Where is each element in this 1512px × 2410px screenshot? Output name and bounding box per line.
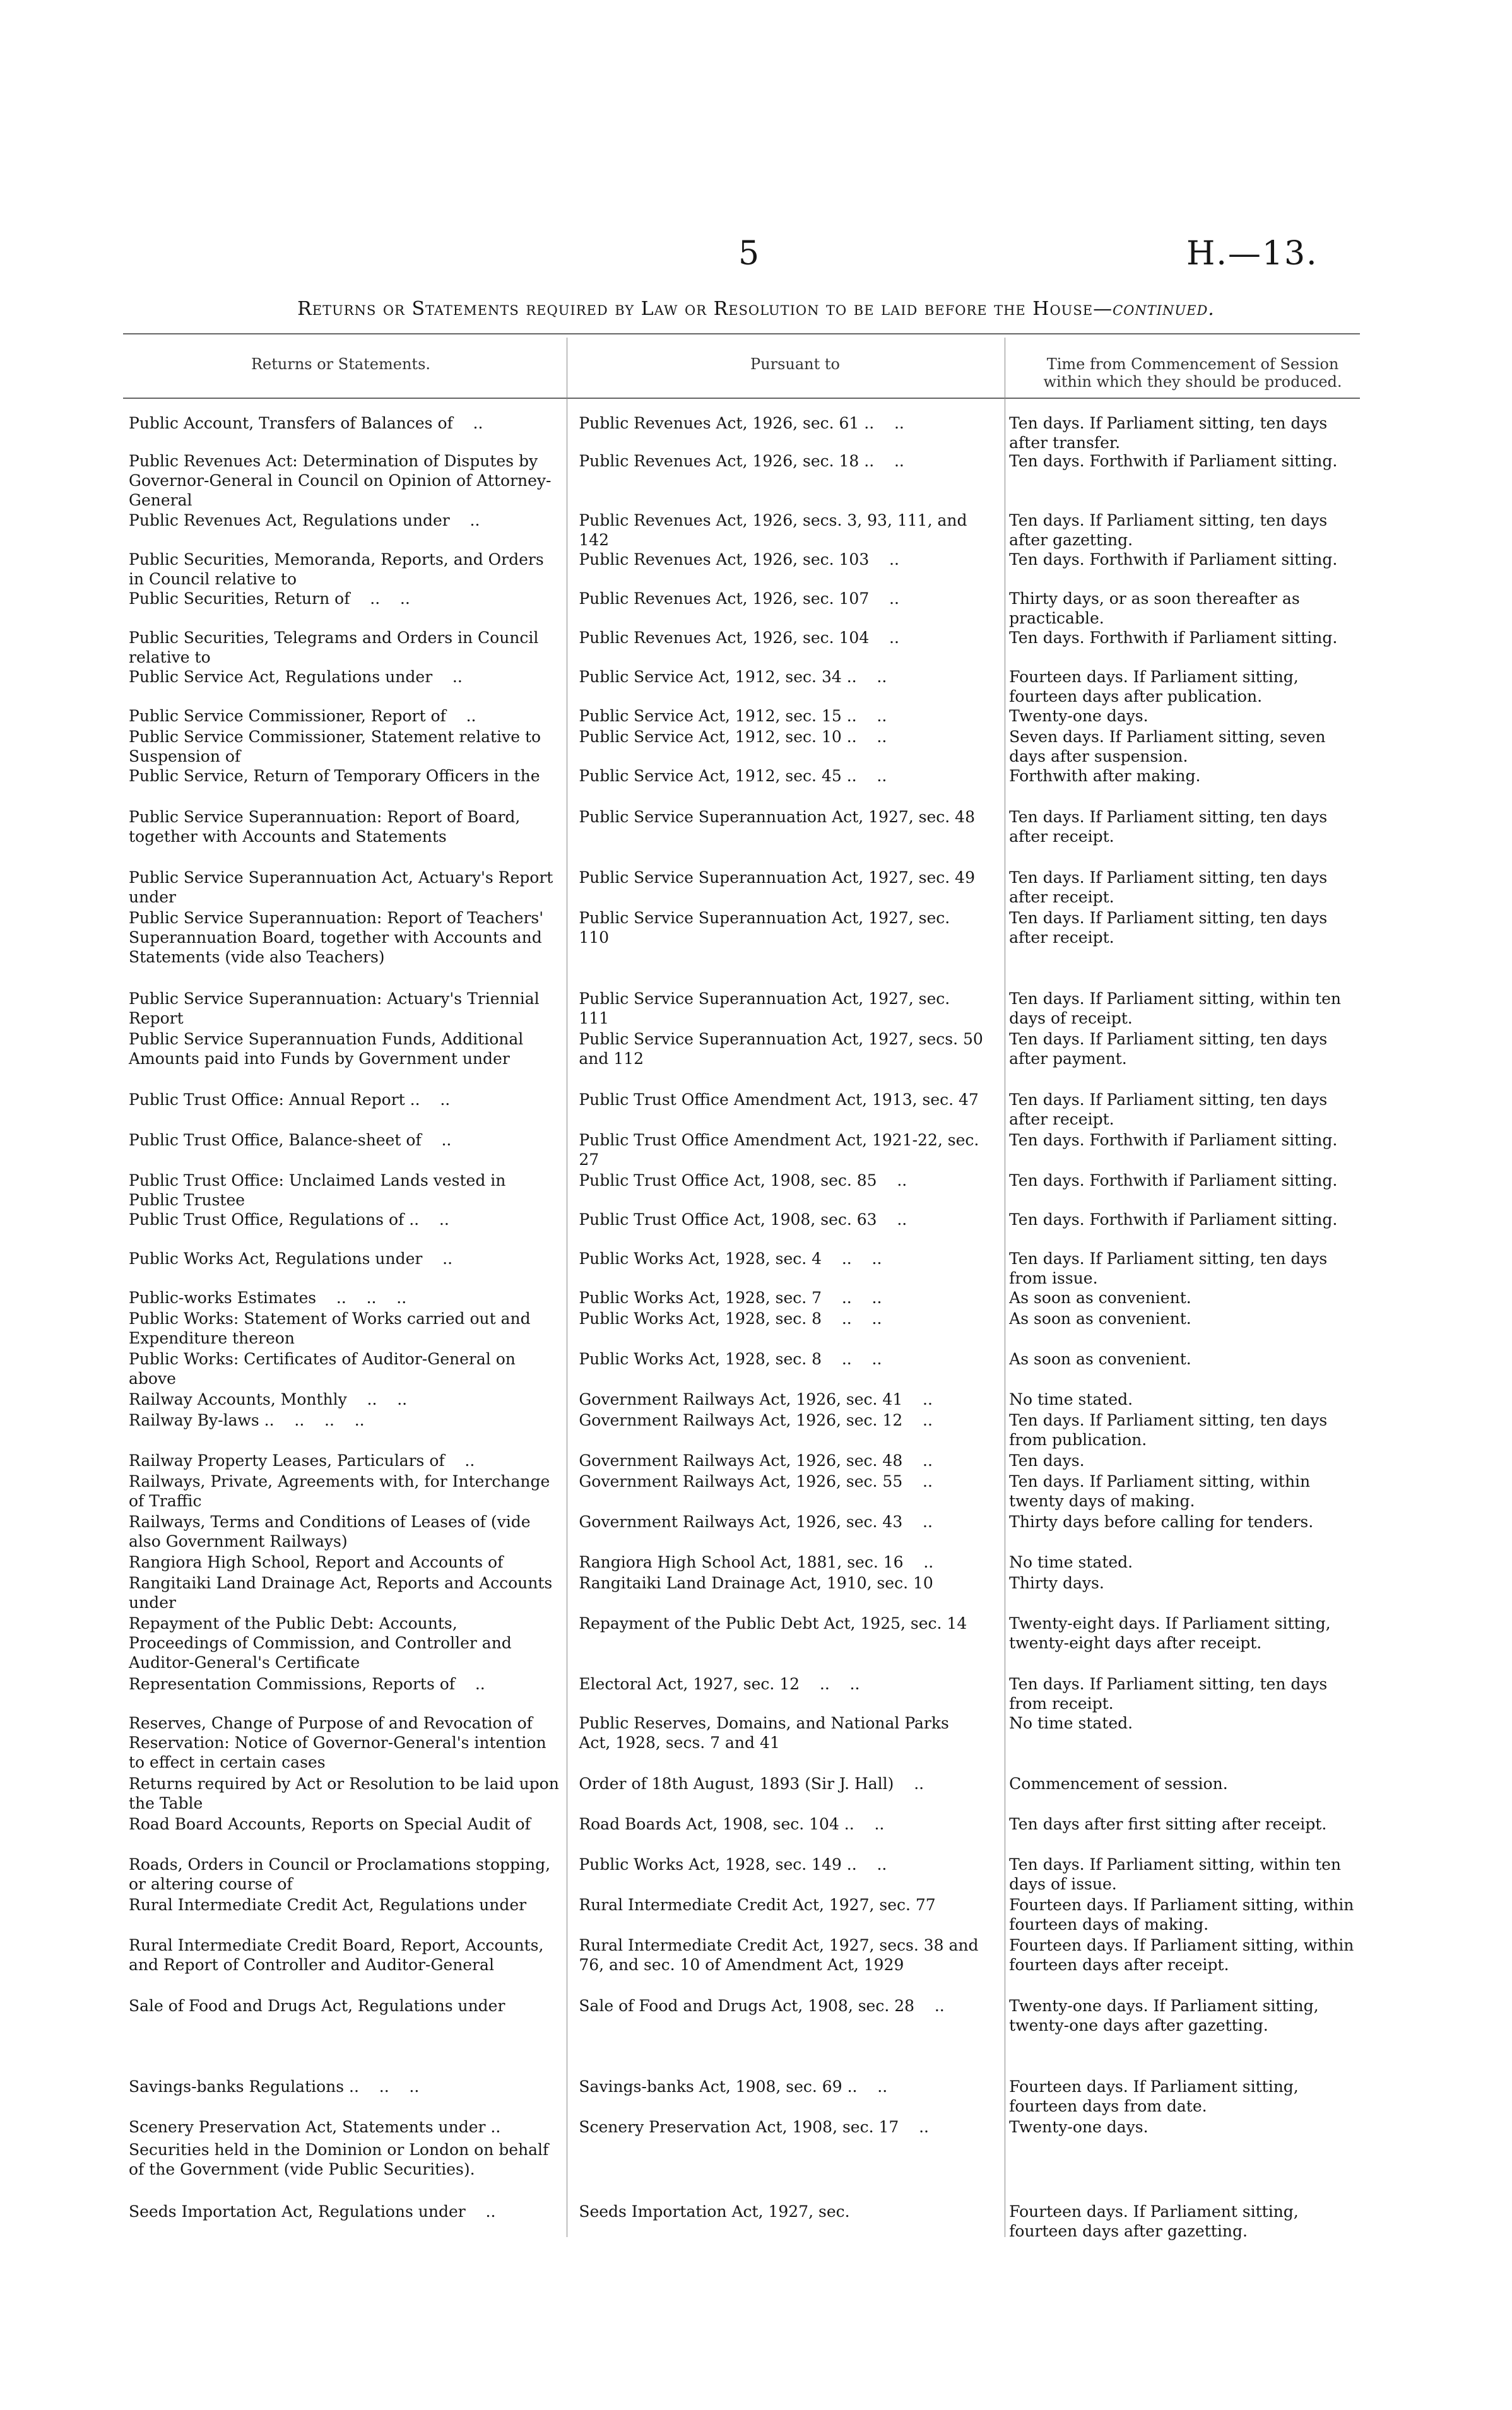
time-cell: Ten days. <box>1009 1451 1085 1470</box>
table-row <box>120 511 1363 550</box>
returns-cell: Reserves, Change of Purpose of and Revocation of Reservation: Notice of Governor-General's intention to effect in certain cases <box>129 1714 552 1771</box>
pursuant-cell: Public Service Superannuation Act, 1927, sec. 110 <box>579 909 955 947</box>
time-cell: As soon as convenient. <box>1009 1350 1191 1368</box>
table-row <box>120 1090 1363 1130</box>
returns-cell: Scenery Preservation Act, Statements under .. <box>129 2118 501 2136</box>
table-row <box>120 667 1363 706</box>
pursuant-cell: Public Works Act, 1928, sec. 8 .. .. <box>579 1309 882 1328</box>
pursuant-cell: Government Railways Act, 1926, sec. 43 .. <box>579 1513 933 1531</box>
pursuant-cell: Public Trust Office Amendment Act, 1921-22, sec. 27 <box>579 1131 984 1169</box>
table-row <box>120 2117 1363 2140</box>
returns-cell: Public Service, Return of Temporary Officers in the <box>129 767 540 785</box>
table-row <box>120 1309 1363 1349</box>
table-row <box>120 1130 1363 1171</box>
returns-cell: Public Trust Office: Unclaimed Lands vested in Public Trustee <box>129 1171 511 1209</box>
time-cell: Ten days. If Parliament sitting, ten days after receipt. <box>1009 868 1333 906</box>
time-cell: Twenty-eight days. If Parliament sitting, twenty-eight days after receipt. <box>1009 1614 1336 1652</box>
pursuant-cell: Public Service Act, 1912, sec. 15 .. .. <box>579 707 887 725</box>
returns-cell: Public Revenues Act, Regulations under .. <box>129 511 480 529</box>
pursuant-cell: Public Works Act, 1928, sec. 8 .. .. <box>579 1350 882 1368</box>
table-row <box>120 989 1363 1029</box>
time-cell: Ten days. Forthwith if Parliament sitting. <box>1009 1210 1338 1229</box>
returns-cell: Public Works: Statement of Works carried out and Expenditure thereon <box>129 1309 536 1347</box>
time-cell: No time stated. <box>1009 1553 1133 1571</box>
pursuant-cell: Sale of Food and Drugs Act, 1908, sec. 28 .. <box>579 1997 945 2015</box>
table-row <box>120 727 1363 766</box>
table-row <box>120 2202 1363 2242</box>
pursuant-cell: Electoral Act, 1927, sec. 12 .. .. <box>579 1675 860 1693</box>
returns-table <box>120 413 1363 2242</box>
time-cell: Ten days. If Parliament sitting, ten days from publication. <box>1009 1411 1333 1449</box>
column-header-returns: Returns or Statements. <box>251 355 431 373</box>
returns-cell: Public Trust Office, Regulations of .. .. <box>129 1210 449 1229</box>
time-cell: Fourteen days. If Parliament sitting, fourteen days from date. <box>1009 2077 1304 2115</box>
pursuant-cell: Public Works Act, 1928, sec. 4 .. .. <box>579 1249 882 1268</box>
returns-cell: Roads, Orders in Council or Proclamations stopping, or altering course of <box>129 1855 556 1893</box>
returns-cell: Public Service Act, Regulations under .. <box>129 668 463 686</box>
returns-cell: Representation Commissions, Reports of .. <box>129 1675 485 1693</box>
pursuant-cell: Public Service Superannuation Act, 1927, sec. 49 <box>579 868 975 887</box>
table-row <box>120 908 1363 989</box>
time-cell: As soon as convenient. <box>1009 1309 1191 1328</box>
column-header-time: Time from Commencement of Session within which they should be produced. <box>1043 355 1342 391</box>
pursuant-cell: Rural Intermediate Credit Act, 1927, sec. 77 <box>579 1896 936 1914</box>
returns-cell: Public Account, Transfers of Balances of .. <box>129 414 483 432</box>
header-rule <box>123 398 1360 399</box>
returns-cell: Public Securities, Telegrams and Orders in Council relative to <box>129 629 544 666</box>
returns-cell: Seeds Importation Act, Regulations under .. <box>129 2202 496 2221</box>
returns-cell: Railway Accounts, Monthly .. .. <box>129 1390 408 1409</box>
returns-cell: Public Revenues Act: Determination of Disputes by Governor-General in Council on Opinion of Attorney-General <box>129 452 552 509</box>
top-rule <box>123 333 1360 334</box>
returns-cell: Rangiora High School, Report and Accounts of <box>129 1553 504 1571</box>
pursuant-cell: Seeds Importation Act, 1927, sec. <box>579 2202 850 2221</box>
time-cell: As soon as convenient. <box>1009 1289 1191 1307</box>
returns-cell: Public Works: Certificates of Auditor-General on above <box>129 1350 521 1388</box>
returns-cell: Public Service Superannuation Act, Actuary's Report under <box>129 868 558 906</box>
table-row <box>120 807 1363 868</box>
returns-cell: Railways, Private, Agreements with, for Interchange of Traffic <box>129 1472 555 1510</box>
returns-cell: Railways, Terms and Conditions of Leases of (vide also Government Railways) <box>129 1513 536 1551</box>
pursuant-cell: Public Trust Office Amendment Act, 1913, sec. 47 <box>579 1090 979 1109</box>
time-cell: No time stated. <box>1009 1390 1133 1409</box>
pursuant-cell: Public Service Superannuation Act, 1927, sec. 48 <box>579 808 975 826</box>
pursuant-cell: Rangitaiki Land Drainage Act, 1910, sec. 10 <box>579 1574 933 1592</box>
time-cell: Ten days. If Parliament sitting, within twenty days of making. <box>1009 1472 1316 1510</box>
caption-main: Returns or Statements required by Law or Resolution to be laid before the House— <box>297 298 1113 320</box>
pursuant-cell: Public Service Superannuation Act, 1927, secs. 50 and 112 <box>579 1030 988 1068</box>
returns-cell: Public Works Act, Regulations under .. <box>129 1249 453 1268</box>
table-row <box>120 1288 1363 1309</box>
returns-cell: Public Securities, Return of .. .. <box>129 589 410 608</box>
returns-cell: Public Service Superannuation: Actuary's Triennial Report <box>129 989 545 1027</box>
returns-cell: Public Service Superannuation: Report of Teachers' Superannuation Board, together with Accounts and Statements (vide also Teachers) <box>129 909 549 966</box>
time-cell: Ten days after first sitting after receipt. <box>1009 1815 1327 1833</box>
returns-cell: Public Securities, Memoranda, Reports, and Orders in Council relative to <box>129 550 549 588</box>
returns-cell: Securities held in the Dominion or London on behalf of the Government (vide Public Securities). <box>129 2141 554 2178</box>
pursuant-cell: Scenery Preservation Act, 1908, sec. 17 .. <box>579 2118 929 2136</box>
time-cell: Ten days. Forthwith if Parliament sitting. <box>1009 629 1338 647</box>
table-row <box>120 2077 1363 2117</box>
time-cell: Fourteen days. If Parliament sitting, within fourteen days after receipt. <box>1009 1936 1359 1974</box>
returns-cell: Rangitaiki Land Drainage Act, Reports and Accounts under <box>129 1574 558 1612</box>
pursuant-cell: Public Revenues Act, 1926, sec. 107 .. <box>579 589 899 608</box>
time-cell: Ten days. If Parliament sitting, ten days from receipt. <box>1009 1675 1333 1713</box>
table-row <box>120 1472 1363 1512</box>
document-code: H.—13. <box>1186 235 1318 273</box>
pursuant-cell: Savings-banks Act, 1908, sec. 69 .. .. <box>579 2077 888 2096</box>
time-cell: Commencement of session. <box>1009 1775 1228 1793</box>
pursuant-cell: Government Railways Act, 1926, sec. 48 .. <box>579 1451 933 1470</box>
table-row <box>120 1855 1363 1895</box>
caption-suffix: continued. <box>1113 298 1215 320</box>
pursuant-cell: Rural Intermediate Credit Act, 1927, secs. 38 and 76, and sec. 10 of Amendment Act, 1929 <box>579 1936 984 1974</box>
column-header-pursuant: Pursuant to <box>750 355 840 373</box>
time-cell: No time stated. <box>1009 1714 1133 1732</box>
time-cell: Ten days. If Parliament sitting, ten days after receipt. <box>1009 1090 1333 1128</box>
table-row <box>120 1451 1363 1472</box>
table-row <box>120 1171 1363 1210</box>
table-row <box>120 1895 1363 1935</box>
table-row <box>120 868 1363 908</box>
returns-cell: Returns required by Act or Resolution to be laid upon the Table <box>129 1775 564 1812</box>
time-cell: Ten days. If Parliament sitting, ten days after gazetting. <box>1009 511 1333 549</box>
returns-cell: Public Trust Office, Balance-sheet of .. <box>129 1131 452 1149</box>
time-cell: Ten days. If Parliament sitting, within ten days of receipt. <box>1009 989 1346 1027</box>
returns-cell: Public-works Estimates .. .. .. <box>129 1289 407 1307</box>
table-row <box>120 1512 1363 1552</box>
time-cell: Ten days. If Parliament sitting, ten days from issue. <box>1009 1249 1333 1287</box>
returns-cell: Public Service Commissioner, Report of .. <box>129 707 476 725</box>
returns-cell: Savings-banks Regulations .. .. .. <box>129 2077 420 2096</box>
returns-cell: Public Service Commissioner, Statement relative to Suspension of <box>129 728 546 765</box>
time-cell: Twenty-one days. If Parliament sitting, twenty-one days after gazetting. <box>1009 1997 1324 2035</box>
time-cell: Ten days. Forthwith if Parliament sitting. <box>1009 1131 1338 1149</box>
table-row <box>120 1349 1363 1390</box>
time-cell: Ten days. If Parliament sitting, within ten days of issue. <box>1009 1855 1346 1893</box>
table-row <box>120 413 1363 451</box>
pursuant-cell: Public Service Act, 1912, sec. 45 .. .. <box>579 767 887 785</box>
time-cell: Twenty-one days. <box>1009 707 1149 725</box>
table-row <box>120 1814 1363 1855</box>
time-cell: Thirty days before calling for tenders. <box>1009 1513 1314 1531</box>
time-cell: Ten days. Forthwith if Parliament sitting. <box>1009 550 1338 569</box>
pursuant-cell: Public Revenues Act, 1926, sec. 104 .. <box>579 629 899 647</box>
returns-cell: Sale of Food and Drugs Act, Regulations under <box>129 1997 505 2015</box>
table-row <box>120 1029 1363 1090</box>
time-cell: Fourteen days. If Parliament sitting, within fourteen days of making. <box>1009 1896 1359 1934</box>
time-cell: Fourteen days. If Parliament sitting, fourteen days after gazetting. <box>1009 2202 1304 2240</box>
pursuant-cell: Public Reserves, Domains, and National Parks Act, 1928, secs. 7 and 41 <box>579 1714 954 1752</box>
table-row <box>120 1573 1363 1614</box>
time-cell: Seven days. If Parliament sitting, seven days after suspension. <box>1009 728 1331 765</box>
pursuant-cell: Public Revenues Act, 1926, sec. 103 .. <box>579 550 899 569</box>
pursuant-cell: Public Works Act, 1928, sec. 149 .. .. <box>579 1855 887 1874</box>
table-row <box>120 451 1363 511</box>
table-row <box>120 1614 1363 1674</box>
pursuant-cell: Public Revenues Act, 1926, secs. 3, 93, 111, and 142 <box>579 511 972 549</box>
time-cell: Ten days. If Parliament sitting, ten days after payment. <box>1009 1030 1333 1068</box>
pursuant-cell: Public Service Superannuation Act, 1927, sec. 111 <box>579 989 955 1027</box>
time-cell: Thirty days, or as soon thereafter as practicable. <box>1009 589 1305 627</box>
table-row <box>120 550 1363 589</box>
time-cell: Forthwith after making. <box>1009 767 1201 785</box>
table-row <box>120 589 1363 628</box>
table-row <box>120 1249 1363 1288</box>
table-row <box>120 1390 1363 1410</box>
time-cell: Ten days. Forthwith if Parliament sitting. <box>1009 1171 1338 1190</box>
pursuant-cell: Order of 18th August, 1893 (Sir J. Hall) .. <box>579 1775 924 1793</box>
table-row <box>120 1935 1363 1996</box>
pursuant-cell: Government Railways Act, 1926, sec. 12 .. <box>579 1411 933 1429</box>
table-row <box>120 1774 1363 1814</box>
pursuant-cell: Public Revenues Act, 1926, sec. 18 .. .. <box>579 452 904 470</box>
table-row <box>120 1552 1363 1573</box>
pursuant-cell: Public Trust Office Act, 1908, sec. 63 .. <box>579 1210 907 1229</box>
returns-cell: Repayment of the Public Debt: Accounts, Proceedings of Commission, and Controller and Auditor-General's Certificate <box>129 1614 517 1672</box>
table-row <box>120 766 1363 807</box>
table-caption <box>0 298 1512 320</box>
pursuant-cell: Repayment of the Public Debt Act, 1925, sec. 14 <box>579 1614 967 1633</box>
time-cell: Twenty-one days. <box>1009 2118 1149 2136</box>
returns-cell: Rural Intermediate Credit Board, Report, Accounts, and Report of Controller and Auditor-General <box>129 1936 549 1974</box>
returns-cell: Public Trust Office: Annual Report .. .. <box>129 1090 451 1109</box>
time-cell: Thirty days. <box>1009 1574 1104 1592</box>
table-row <box>120 2140 1363 2202</box>
pursuant-cell: Rangiora High School Act, 1881, sec. 16 .. <box>579 1553 934 1571</box>
table-row <box>120 1210 1363 1249</box>
pursuant-cell: Public Service Act, 1912, sec. 10 .. .. <box>579 728 887 746</box>
pursuant-cell: Public Service Act, 1912, sec. 34 .. .. <box>579 668 887 686</box>
pursuant-cell: Government Railways Act, 1926, sec. 41 .. <box>579 1390 933 1409</box>
returns-cell: Railway By-laws .. .. .. .. <box>129 1411 365 1429</box>
pursuant-cell: Public Works Act, 1928, sec. 7 .. .. <box>579 1289 882 1307</box>
returns-cell: Public Service Superannuation: Report of Board, together with Accounts and Statements <box>129 808 526 846</box>
returns-cell: Road Board Accounts, Reports on Special Audit of <box>129 1815 531 1833</box>
table-row <box>120 1713 1363 1774</box>
pursuant-cell: Road Boards Act, 1908, sec. 104 .. .. <box>579 1815 885 1833</box>
time-cell: Ten days. If Parliament sitting, ten days after receipt. <box>1009 909 1333 947</box>
pursuant-cell: Government Railways Act, 1926, sec. 55 .. <box>579 1472 933 1491</box>
table-row <box>120 706 1363 727</box>
returns-cell: Rural Intermediate Credit Act, Regulations under <box>129 1896 527 1914</box>
pursuant-cell: Public Trust Office Act, 1908, sec. 85 .. <box>579 1171 907 1190</box>
page-number: 5 <box>738 235 760 273</box>
returns-cell: Railway Property Leases, Particulars of .. <box>129 1451 475 1470</box>
returns-cell: Public Service Superannuation Funds, Additional Amounts paid into Funds by Government under <box>129 1030 529 1068</box>
table-row <box>120 1410 1363 1451</box>
time-cell: Fourteen days. If Parliament sitting, fourteen days after publication. <box>1009 668 1304 706</box>
table-row <box>120 628 1363 667</box>
time-cell: Ten days. Forthwith if Parliament sitting. <box>1009 452 1338 470</box>
time-cell: Ten days. If Parliament sitting, ten days after transfer. <box>1009 414 1333 452</box>
table-row <box>120 1996 1363 2077</box>
table-row <box>120 1674 1363 1713</box>
pursuant-cell: Public Revenues Act, 1926, sec. 61 .. .. <box>579 414 904 432</box>
time-cell: Ten days. If Parliament sitting, ten days after receipt. <box>1009 808 1333 846</box>
